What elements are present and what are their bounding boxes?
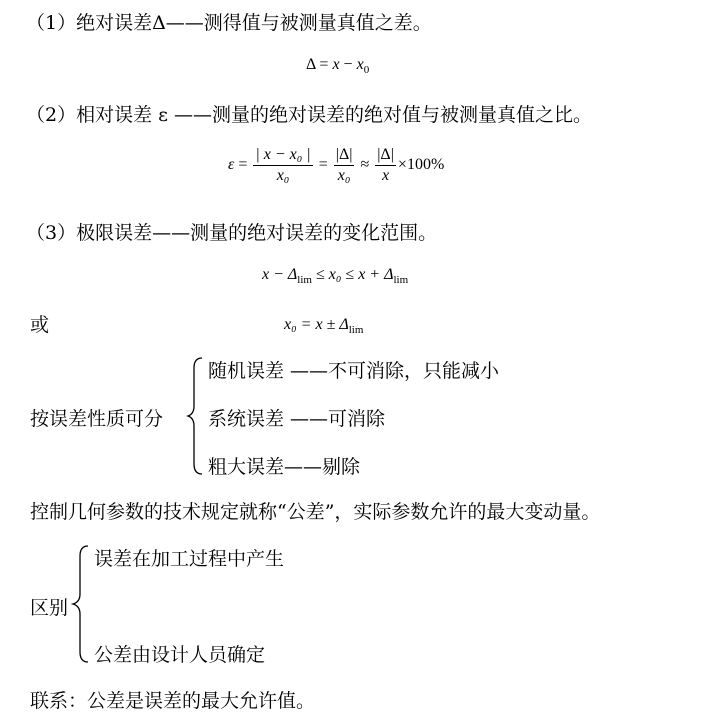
difference-label: 区别 xyxy=(30,597,69,619)
classification-item-systematic: 系统误差 ——可消除 xyxy=(208,408,386,430)
fraction-relative-3: $\frac{|\Delta|}{x}$ xyxy=(377,146,394,184)
or-word: 或 xyxy=(30,314,50,336)
relative-error-formula: ε = $\frac{\text{| x − x₀ |}}{\text{x₀}}$ = $\frac{|\Delta|}{\text{x₀}}$ ≈ $\frac{|\Delta|}{x}$ ×100% xyxy=(228,146,445,184)
difference-item-tolerance: 公差由设计人员确定 xyxy=(94,644,266,666)
classification-item-gross: 粗大误差——剔除 xyxy=(208,456,361,478)
relative-error-heading: （2）相对误差 ε ——测量的绝对误差的绝对值与被测量真值之比。 xyxy=(26,104,593,126)
classification-item-random: 随机误差 ——不可消除，只能减小 xyxy=(208,360,500,382)
fraction-relative-2: $\frac{|\Delta|}{\text{x₀}}$ xyxy=(335,146,353,184)
tolerance-definition: 控制几何参数的技术规定就称“公差”，实际参数允许的最大变动量。 xyxy=(30,501,601,523)
difference-brace xyxy=(70,544,92,664)
limit-error-alt-formula: $x_0 = x \pm \Delta_{lim}$ xyxy=(284,316,364,336)
classification-brace xyxy=(186,356,206,476)
limit-error-heading: （3）极限误差——测量的绝对误差的变化范围。 xyxy=(26,222,438,244)
classification-label: 按误差性质可分 xyxy=(30,408,164,430)
difference-item-error: 误差在加工过程中产生 xyxy=(94,548,285,570)
fraction-relative-1: $\frac{\text{| x − x₀ |}}{\text{x₀}}$ xyxy=(255,146,311,184)
limit-error-formula: $x - \Delta_{lim} \le x_0 \le x + \Delta_{lim}$ xyxy=(262,266,409,286)
absolute-error-formula: $\Delta = x - x_0$ xyxy=(306,56,370,76)
absolute-error-heading: （1）绝对误差Δ——测得值与被测量真值之差。 xyxy=(26,12,432,34)
relation-text: 联系：公差是误差的最大允许值。 xyxy=(30,690,316,712)
